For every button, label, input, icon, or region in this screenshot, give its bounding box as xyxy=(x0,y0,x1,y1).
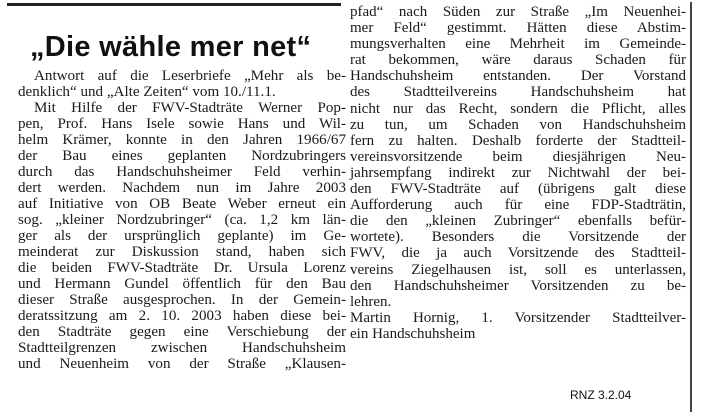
col2-line: Aufforderung auch für eine FDP-Stadträtin, xyxy=(350,197,686,214)
col1-line: die beiden FWV-Stadträte Dr. Ursula Lorenz xyxy=(18,260,346,276)
col2-line: vereinsvorsitzende beim diesjährigen Neu- xyxy=(350,148,686,165)
col2-line: zu tun, um Schaden von Handschuhsheim xyxy=(350,116,686,133)
headline: „Die wähle mer net“ xyxy=(30,31,312,63)
top-rule xyxy=(7,3,341,6)
col1-line: meinderat zur Diskussion stand, haben sich xyxy=(18,244,346,260)
col1-line: dert werden. Nachdem nun im Jahre 2003 xyxy=(18,180,346,196)
col2-line: den FWV-Stadträte auf (übrigens galt diese xyxy=(350,181,686,198)
col2-line: wortete). Besonders die Vorsitzende der xyxy=(350,229,686,246)
col2-line: mer Feld“ gestimmt. Hätten diese Abstim- xyxy=(350,20,686,37)
col1-line: Stadtteilgrenzen zwischen Handschuhsheim xyxy=(18,340,346,356)
col1-line: ger als der ursprünglich geplante) im Ge- xyxy=(18,228,346,244)
col2-line: rat bekommen, wäre daraus Schaden für xyxy=(350,52,686,69)
column-left xyxy=(18,68,346,372)
col2-line: den Handschuhsheimer Vorsitzenden zu be- xyxy=(350,277,686,294)
col2-line: Handschuhsheim entstanden. Der Vorstand xyxy=(350,68,686,85)
col2-line: FWV, die ja auch Vorsitzende des Stadtteil- xyxy=(350,245,686,262)
col2-line: die den „kleinen Zubringer“ ebenfalls befür- xyxy=(350,213,686,230)
col1-line: denklich“ und „Alte Zeiten“ vom 10./11.1. xyxy=(18,84,276,100)
col2-line: lehren. xyxy=(350,293,392,310)
col2-line: pfad“ nach Süden zur Straße „Im Neuenhei- xyxy=(350,4,686,20)
col2-line: fern zu halten. Deshalb forderte der Stadtteil- xyxy=(350,132,686,149)
col1-line: pen, Prof. Hans Isele sowie Hans und Wil- xyxy=(18,116,346,132)
right-border xyxy=(690,2,692,412)
col2-line: mungsverhalten eine Mehrheit im Gemeinde- xyxy=(350,36,686,53)
col2-line: nicht nur das Recht, sondern die Pflicht, alles xyxy=(350,100,686,117)
col2-line: jahrsempfang indirekt zur Nichtwahl der bei- xyxy=(350,164,686,181)
col1-line: Mit Hilfe der FWV-Stadträte Werner Pop- xyxy=(34,100,346,116)
source-credit: RNZ 3.2.04 xyxy=(570,388,632,402)
column-right xyxy=(350,4,686,342)
col2-line: des Stadtteilvereins Handschuhsheim hat xyxy=(350,84,686,101)
col1-line: helm Krämer, konnte in den Jahren 1966/67 xyxy=(18,132,346,148)
col1-line: durch das Handschuhsheimer Feld verhin- xyxy=(18,164,346,180)
col1-line: der Bau eines geplanten Nordzubringers xyxy=(18,148,346,164)
col1-line: dieser Straße ausgesprochen. In der Gemein- xyxy=(18,292,346,308)
col1-line: und Hermann Gundel öffentlich für den Bau xyxy=(18,276,346,292)
col1-line: sog. „kleiner Nordzubringer“ (ca. 1,2 km län- xyxy=(18,212,346,228)
signature-line: ein Handschuhsheim xyxy=(350,325,476,342)
col1-line: den Stadträte gegen eine Verschiebung der xyxy=(18,324,346,340)
signature-line: Martin Hornig, 1. Vorsitzender Stadtteilver- xyxy=(350,309,686,326)
col1-line: Antwort auf die Leserbriefe „Mehr als be- xyxy=(34,68,346,84)
col1-line: und Neuenheim von der Straße „Klausen- xyxy=(18,356,346,372)
col1-line: auf Initiative von OB Beate Weber erneut ein xyxy=(18,196,346,212)
col2-line: vereins Ziegelhausen ist, soll es unterlassen, xyxy=(350,261,686,278)
col1-line: deratssitzung am 2. 10. 2003 haben diese bei- xyxy=(18,308,346,324)
